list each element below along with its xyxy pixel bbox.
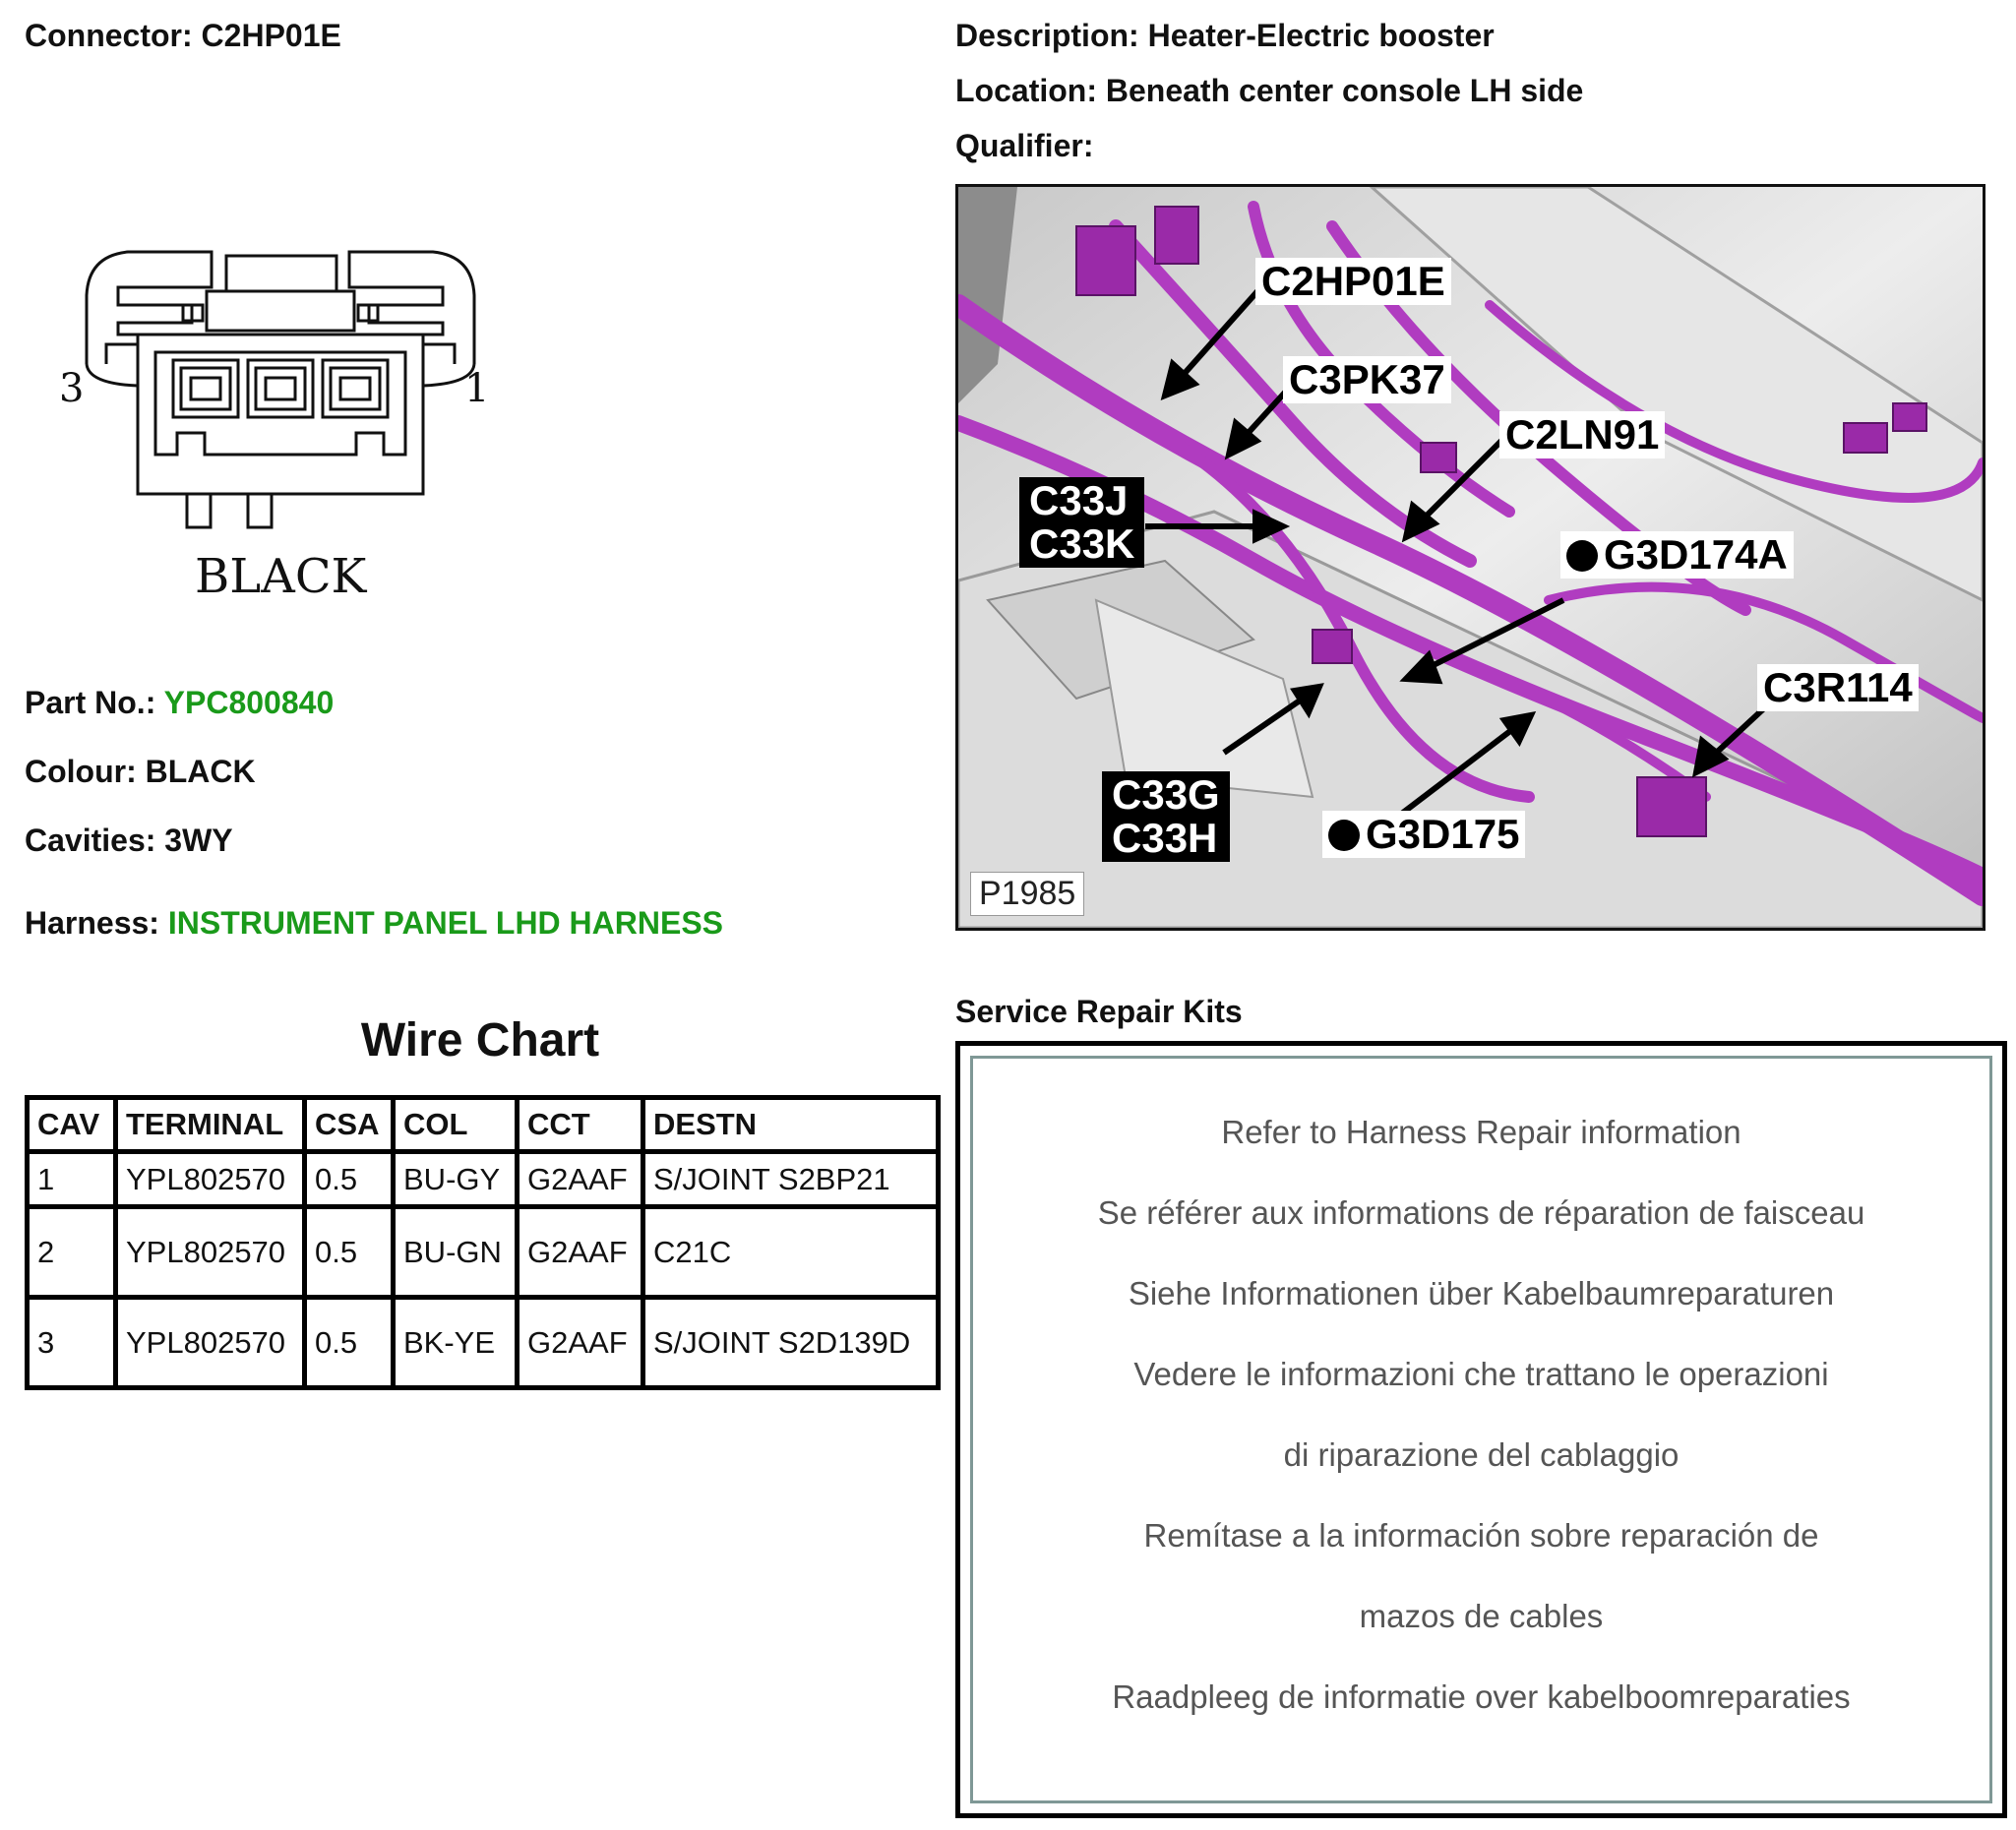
connector-face-diagram [59, 236, 502, 620]
cell-cct: G2AAF [518, 1207, 643, 1298]
location-photo [955, 184, 1985, 931]
cell-terminal: YPL802570 [116, 1207, 305, 1298]
repair-line: Refer to Harness Repair information [1221, 1114, 1741, 1150]
label-g3d174a [1560, 531, 1794, 579]
connector-label: Connector: [25, 18, 193, 53]
label-g3d175 [1322, 811, 1525, 858]
cell-cav: 3 [28, 1298, 116, 1388]
cell-col: BU-GY [394, 1152, 518, 1207]
wire-chart-header-row [28, 1098, 939, 1152]
label-c3pk37: C3PK37 [1283, 356, 1451, 403]
label-c33g-c33h [1102, 771, 1230, 862]
cell-col: BK-YE [394, 1298, 518, 1388]
part-no-row [25, 685, 334, 721]
ground-dot-icon [1566, 540, 1598, 572]
cavities-row [25, 823, 233, 859]
label-c33g: C33G [1112, 771, 1220, 818]
qualifier-label: Qualifier: [955, 128, 1094, 163]
cell-cct: G2AAF [518, 1298, 643, 1388]
colour-caption: BLACK [195, 549, 367, 604]
cell-csa: 0.5 [305, 1207, 394, 1298]
cell-csa: 0.5 [305, 1298, 394, 1388]
harness-value: INSTRUMENT PANEL LHD HARNESS [167, 905, 724, 941]
table-row [28, 1152, 939, 1207]
repair-line: Vedere le informazioni che trattano le operazioni [1133, 1356, 1829, 1392]
cell-destn: C21C [643, 1207, 939, 1298]
location-heading [955, 73, 1583, 109]
cell-col: BU-GN [394, 1207, 518, 1298]
cell-destn: S/JOINT S2D139D [643, 1298, 939, 1388]
cell-destn: S/JOINT S2BP21 [643, 1152, 939, 1207]
cell-cct: G2AAF [518, 1152, 643, 1207]
photo-id: P1985 [970, 872, 1084, 916]
repair-line: Remítase a la información sobre reparación de [1143, 1517, 1819, 1554]
label-c33h: C33H [1112, 815, 1218, 861]
repair-line: mazos de cables [1359, 1598, 1604, 1634]
colour-label: Colour: [25, 754, 137, 789]
cavities-label: Cavities: [25, 823, 156, 858]
connector-value: C2HP01E [201, 18, 341, 53]
cell-terminal: YPL802570 [116, 1298, 305, 1388]
ground-dot-icon [1328, 820, 1360, 851]
col-header-csa: CSA [305, 1098, 394, 1152]
label-c2ln91: C2LN91 [1499, 411, 1665, 458]
location-label: Location: [955, 73, 1097, 108]
col-header-col: COL [394, 1098, 518, 1152]
repair-line: di riparazione del cablaggio [1283, 1436, 1680, 1473]
col-header-destn: DESTN [643, 1098, 939, 1152]
table-row [28, 1207, 939, 1298]
connector-heading [25, 18, 341, 54]
description-value: Heater-Electric booster [1147, 18, 1495, 53]
service-repair-box [955, 1041, 2007, 1818]
label-c33j: C33J [1029, 477, 1129, 523]
wire-chart-title: Wire Chart [360, 1014, 600, 1067]
label-c3r114: C3R114 [1757, 664, 1919, 711]
location-value: Beneath center console LH side [1105, 73, 1584, 108]
qualifier-heading [955, 128, 1093, 164]
wire-chart-table [25, 1095, 941, 1390]
cell-csa: 0.5 [305, 1152, 394, 1207]
service-repair-title: Service Repair Kits [955, 994, 1243, 1029]
repair-line: Siehe Informationen über Kabelbaumreparaturen [1128, 1275, 1835, 1312]
col-header-terminal: TERMINAL [116, 1098, 305, 1152]
table-row [28, 1298, 939, 1388]
repair-line: Raadpleeg de informatie over kabelboomreparaties [1112, 1678, 1851, 1715]
colour-row [25, 754, 256, 790]
label-g3d174a-text: G3D174A [1604, 531, 1788, 578]
part-no-label: Part No.: [25, 685, 156, 720]
repair-line: Se référer aux informations de réparation de faisceau [1097, 1194, 1865, 1231]
pin-label-1: 1 [464, 366, 490, 411]
cavities-value: 3WY [164, 823, 233, 858]
service-repair-inner [970, 1056, 1992, 1803]
description-heading [955, 18, 1495, 54]
label-c33k: C33K [1029, 520, 1135, 567]
harness-row [25, 905, 723, 942]
colour-value: BLACK [145, 754, 256, 789]
col-header-cav: CAV [28, 1098, 116, 1152]
pin-label-3: 3 [59, 366, 85, 411]
harness-label: Harness: [25, 905, 159, 941]
cell-terminal: YPL802570 [116, 1152, 305, 1207]
cell-cav: 1 [28, 1152, 116, 1207]
label-c2hp01e: C2HP01E [1255, 258, 1451, 305]
col-header-cct: CCT [518, 1098, 643, 1152]
part-no-value: YPC800840 [163, 685, 335, 720]
description-label: Description: [955, 18, 1139, 53]
label-c33j-c33k [1019, 477, 1144, 568]
cell-cav: 2 [28, 1207, 116, 1298]
label-g3d175-text: G3D175 [1366, 811, 1520, 857]
